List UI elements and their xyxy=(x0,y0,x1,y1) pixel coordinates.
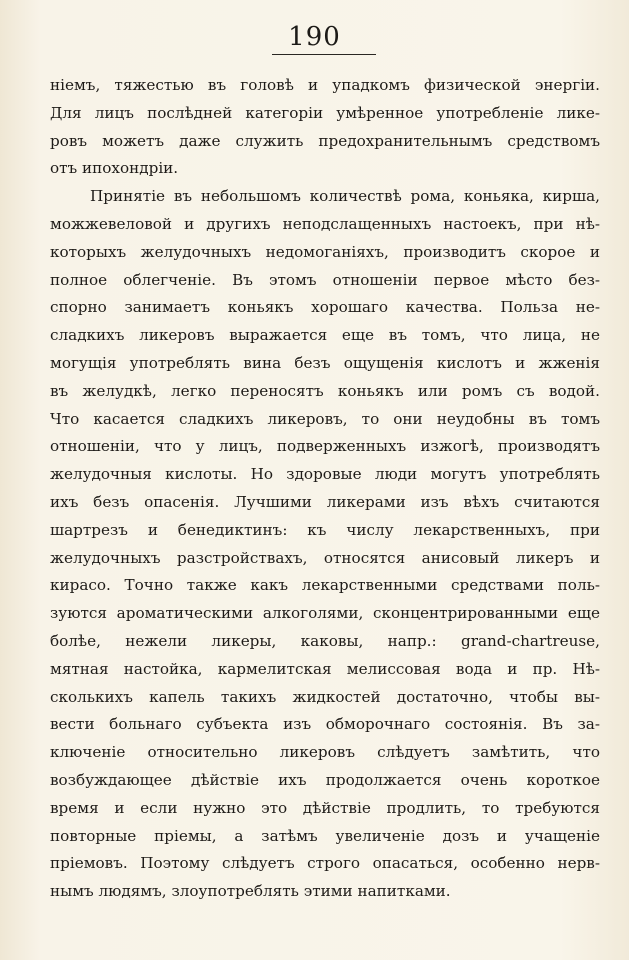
page-number: 190 xyxy=(288,22,341,52)
text-line: кирасо. Точно также какъ лекарственными средствами поль- xyxy=(50,576,600,595)
text-line: Принятiе въ небольшомъ количествѣ рома, коньяка, кирша, xyxy=(90,187,600,206)
text-line: нымъ людямъ, злоупотреблять этими напитками. xyxy=(50,882,451,901)
text-line: спорно занимаетъ коньякъ хорошаго качества. Польза не- xyxy=(50,298,600,317)
paragraph-1 xyxy=(50,72,600,183)
text-line: вести больнаго субъекта изъ обморочнаго состоянiя. Въ за- xyxy=(50,715,600,734)
text-line: зуются ароматическими алкоголями, сконцентрированными еще xyxy=(50,604,600,623)
text-line: ихъ безъ опасенiя. Лучшими ликерами изъ вѣхъ считаются xyxy=(50,492,600,511)
text-line: Что касается сладкихъ ликеровъ, то они неудобны въ томъ xyxy=(50,409,600,428)
text-line: шартрезъ и бенедиктинъ: къ числу лекарственныхъ, при xyxy=(50,520,600,539)
header-rule xyxy=(272,54,376,55)
text-line: мятная настойка, кармелитская мелиссовая вода и пр. Нѣ- xyxy=(50,659,600,678)
text-line: сладкихъ ликеровъ выражается еще въ томъ, что лица, не xyxy=(50,326,600,345)
body-text xyxy=(50,72,600,906)
text-line: отношенiи, что у лицъ, подверженныхъ изжогѣ, производятъ xyxy=(50,437,600,456)
text-line: можжевеловой и другихъ неподслащенныхъ настоекъ, при нѣ- xyxy=(50,214,600,233)
paragraph-2 xyxy=(50,183,600,906)
text-line: которыхъ желудочныхъ недомоганiяхъ, производитъ скорое и xyxy=(50,242,600,261)
text-line: сколькихъ капель такихъ жидкостей достаточно, чтобы вы- xyxy=(50,687,600,706)
text-line: ровъ можетъ даже служить предохранительнымъ средствомъ xyxy=(50,131,600,150)
text-line: ключенiе относительно ликеровъ слѣдуетъ замѣтить, что xyxy=(50,743,600,762)
text-line: время и если нужно это дѣйствiе продлить, то требуются xyxy=(50,798,600,817)
text-line: Для лицъ послѣдней категорiи умѣренное употребленiе лике- xyxy=(50,103,600,122)
text-line: прiемовъ. Поэтому слѣдуетъ строго опасаться, особенно нерв- xyxy=(50,854,600,873)
text-line: желудочныя кислоты. Но здоровые люди могутъ употреблять xyxy=(50,465,600,484)
text-line: желудочныхъ разстройствахъ, относятся анисовый ликеръ и xyxy=(50,548,600,567)
text-line: нiемъ, тяжестью въ головѣ и упадкомъ физической энергiи. xyxy=(50,76,600,94)
text-line: могущiя употреблять вина безъ ощущенiя кислотъ и жженiя xyxy=(50,353,600,372)
text-line: болѣе, нежели ликеры, каковы, напр.: grand-chartreuse, xyxy=(50,631,600,650)
text-line: въ желудкѣ, легко переносятъ коньякъ или ромъ съ водой. xyxy=(50,381,600,400)
text-line: возбуждающее дѣйствiе ихъ продолжается очень короткое xyxy=(50,770,600,789)
page-header xyxy=(0,22,629,52)
text-line: отъ ипохондрiи. xyxy=(50,159,179,178)
text-line: полное облегченiе. Въ этомъ отношенiи первое мѣсто без- xyxy=(50,270,600,289)
text-line: повторные прiемы, а затѣмъ увеличенiе дозъ и учащенiе xyxy=(50,826,600,845)
